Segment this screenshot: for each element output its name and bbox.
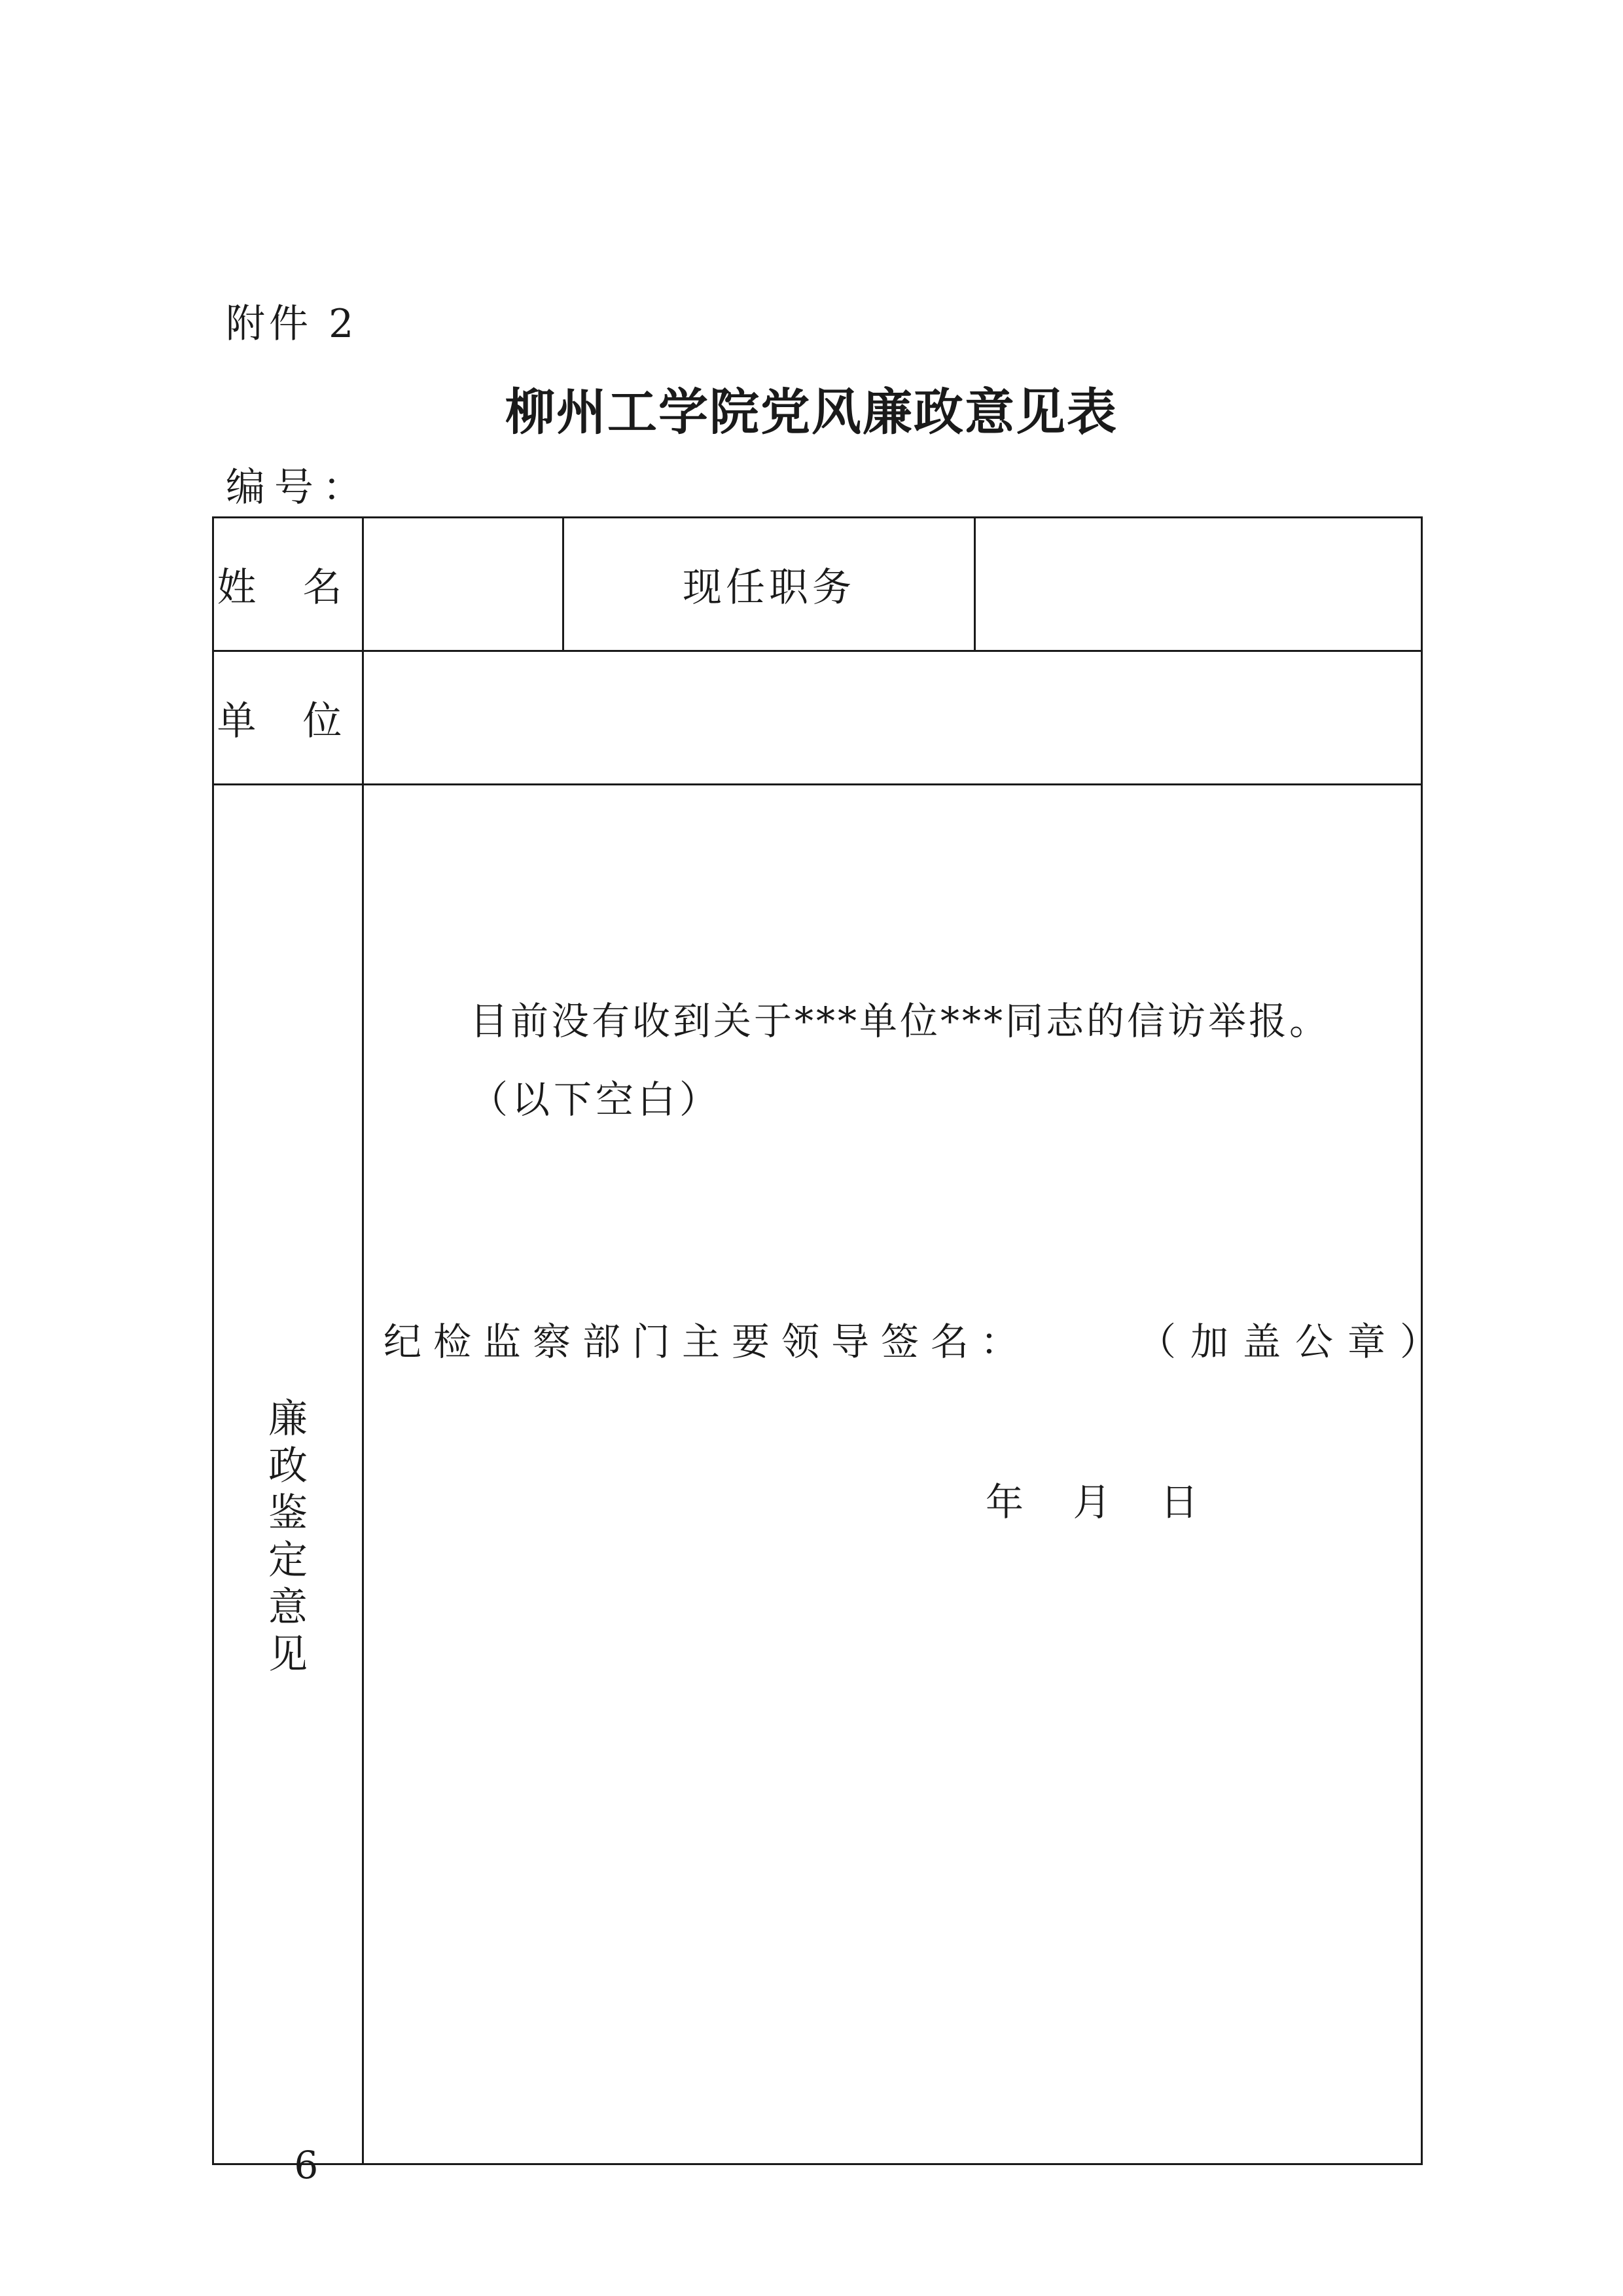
name-label: 姓 名 — [213, 518, 363, 651]
page-number: － 6 － — [226, 2143, 396, 2187]
opinion-content-cell — [363, 785, 1453, 2164]
date-line — [986, 1476, 1198, 1528]
attachment-label: 附件 2 — [226, 301, 358, 347]
position-label: 现任职务 — [563, 518, 975, 651]
unit-value-cell[interactable] — [363, 651, 1422, 785]
blank-note: （以下空白） — [470, 1077, 722, 1122]
opinion-form-table — [212, 516, 1453, 2165]
date-day-label: 日 — [1160, 1480, 1198, 1524]
unit-row — [213, 651, 1422, 785]
opinion-row — [213, 785, 1422, 2164]
name-row — [213, 518, 1422, 651]
document-title: 柳州工学院党风廉政意见表 — [505, 383, 1118, 441]
date-month-label: 月 — [1073, 1480, 1111, 1524]
signature-label: 纪检监察部门主要领导签名： — [383, 1319, 1031, 1364]
serial-number-label: 编号： — [226, 465, 371, 511]
date-year-label: 年 — [986, 1480, 1024, 1524]
opinion-label: 廉政鉴定意见 — [268, 1395, 308, 1677]
unit-label: 单 位 — [213, 651, 363, 785]
opinion-statement: 目前没有收到关于***单位***同志的信访举报。 — [470, 999, 1330, 1043]
opinion-content — [364, 785, 1453, 2039]
seal-label: （加盖公章） — [1138, 1319, 1453, 1364]
opinion-label-cell — [213, 785, 363, 2164]
name-value-cell[interactable] — [363, 518, 563, 651]
position-value-cell[interactable] — [975, 518, 1422, 651]
